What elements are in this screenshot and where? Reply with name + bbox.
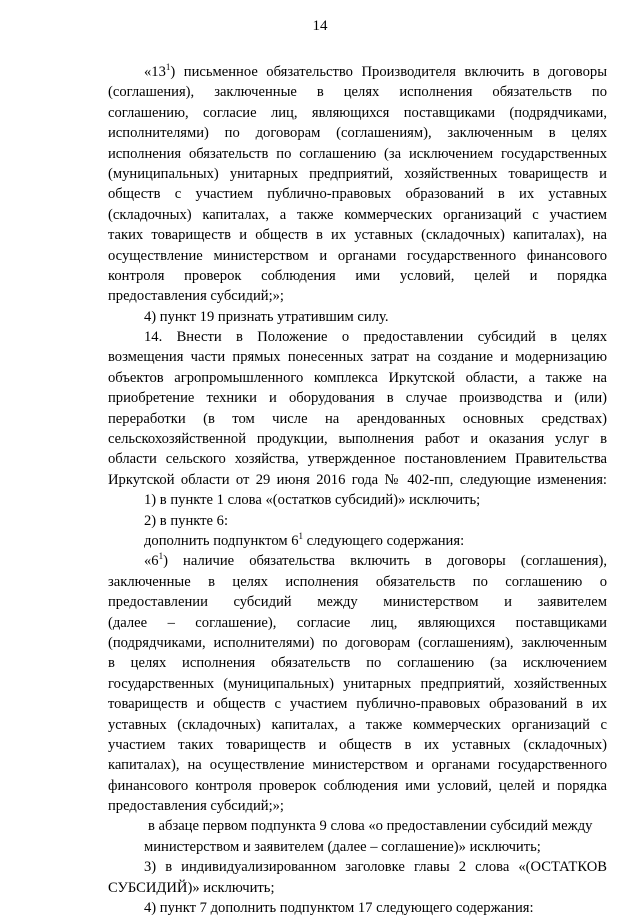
text-line: 14. Внести в Положение о предоставлении субсидий в целях: [144, 329, 607, 346]
text-line: (далее – соглашение), согласие лиц, являющихся поставщиками: [108, 614, 607, 631]
text-line: СУБСИДИЙ)» исключить;: [108, 879, 275, 896]
text-line: сельскохозяйственной продукции, выполнения работ и оказания услуг в: [108, 431, 607, 448]
text-line: 1) в пункте 1 слова «(остатков субсидий)» исключить;: [144, 492, 481, 509]
text-line: предоставления субсидий;»;: [108, 798, 284, 815]
text-line: капиталах), на осуществление министерством и органами государственного: [108, 757, 607, 774]
text-line: 4) пункт 7 дополнить подпунктом 17 следующего содержания:: [144, 900, 534, 917]
text-line: в целях исполнения обязательств по соглашению (за исключением: [108, 655, 607, 672]
text-line: соглашению, согласие лиц, являющихся поставщиками (подрядчиками,: [108, 104, 607, 121]
text-line: уставных (складочных) капиталах, а также коммерческих организаций с: [108, 716, 607, 733]
text-line: финансового контроля проверок соблюдения ими условий, целей и порядка: [108, 777, 607, 794]
text-line: «$6^1$) наличие обязательства включить в договоры (соглашения),: [144, 551, 607, 570]
text-line: в абзаце первом подпункта 9 слова «о предоставлении субсидий между: [148, 818, 593, 835]
superscript: 1: [158, 551, 164, 562]
text-line: осуществление министерством и органами государственного финансового: [108, 247, 607, 264]
text-line: (подрядчиками, исполнителями) по договорам (соглашениям), заключенным: [108, 634, 607, 651]
text-line: области сельского хозяйства, утвержденное постановлением Правительства: [108, 451, 607, 468]
text-line: «$13^1$) письменное обязательство Производителя включить в договоры: [144, 62, 607, 80]
text-line: дополнить подпунктом $6^1$ следующего содержания:: [144, 530, 465, 549]
superscript: 1: [298, 530, 304, 541]
text-line: переработки (в том числе на арендованных основных средствах): [108, 410, 607, 427]
text-line: приобретение техники и оборудования в случае производства и (или): [108, 390, 607, 407]
text-line: участием таких товариществ и обществ в их уставных (складочных): [108, 736, 607, 753]
text-line: 4) пункт 19 признать утратившим силу.: [144, 308, 389, 325]
text-line: 3) в индивидуализированном заголовке главы 2 слова «(ОСТАТКОВ: [144, 859, 607, 876]
text-line: (соглашения), заключенные в целях исполнения обязательств по: [108, 84, 607, 101]
text-line: объектов агропромышленного комплекса Иркутской области, а также на: [108, 369, 607, 386]
text-line: государственных (муниципальных) унитарных предприятий, хозяйственных: [108, 675, 607, 692]
text-line: возмещения части прямых понесенных затрат на создание и модернизацию: [108, 349, 607, 366]
text-line: Иркутской области от 29 июня 2016 года № 402-пп, следующие изменения:: [108, 471, 607, 488]
text-line: предоставления субсидий;»;: [108, 288, 284, 305]
text-line: заключенные в целях исполнения обязательств по соглашению о: [108, 573, 607, 590]
text-line: таких товариществ и обществ в их уставных (складочных) капиталах), на: [108, 227, 607, 244]
text-line: 2) в пункте 6:: [144, 512, 229, 529]
document-body: [108, 62, 607, 918]
text-line: исполнителями) по договорам (соглашениям), заключенным в целях: [108, 125, 607, 142]
text-line: (муниципальных) унитарных предприятий, хозяйственных товариществ и: [108, 165, 607, 182]
text-line: контроля проверок соблюдения ими условий, целей и порядка: [108, 267, 607, 284]
text-line: (складочных) капиталах, а также коммерческих организаций с участием: [108, 206, 607, 223]
page-number: 14: [312, 18, 328, 34]
superscript: 1: [165, 62, 171, 72]
text-line: товариществ и обществ с участием публично-правовых образований в их: [108, 696, 607, 713]
text-line: предоставлении субсидий между министерством и заявителем: [108, 594, 607, 611]
text-line: обществ с участием публично-правовых образований в их уставных: [108, 186, 607, 203]
text-line: министерством и заявителем (далее – соглашение)» исключить;: [144, 838, 541, 855]
text-line: исполнения обязательств по соглашению (за исключением государственных: [108, 145, 607, 162]
